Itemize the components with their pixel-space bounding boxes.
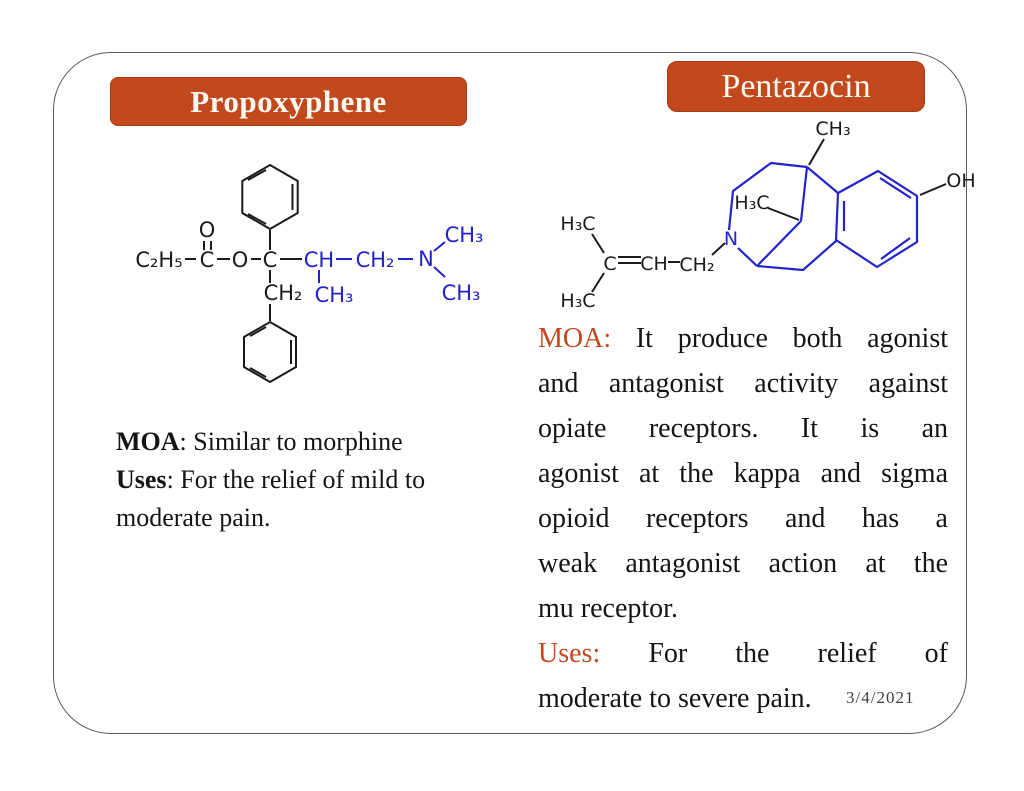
- chain-ch-label: CH: [303, 248, 335, 272]
- propoxyphene-moa-line: MOA: Similar to morphine: [116, 427, 403, 456]
- text-line: opiate receptors. It is an: [538, 413, 948, 444]
- n-methyl-bottom-label: CH₃: [441, 281, 481, 305]
- pentazocin-structure: [540, 112, 980, 312]
- carbonyl-c-label: C: [199, 248, 215, 272]
- propoxyphene-uses-line2: moderate pain.: [116, 503, 271, 532]
- isopentenyl-c-label: C: [603, 253, 617, 275]
- pentazocin-blue-labels: [724, 228, 738, 250]
- text-line: opioid receptors and has a: [538, 503, 948, 534]
- phenyl-ring-top: [242, 165, 297, 229]
- hydroxyl-label: OH: [946, 170, 976, 192]
- benzyl-ch2-label: CH₂: [263, 281, 303, 305]
- bridge-methyl-label: H₃C: [734, 192, 770, 214]
- phenyl-ring-bottom: [244, 322, 296, 382]
- moa-label: MOA:: [538, 323, 612, 354]
- isopentenyl-methyl-bottom-label: H₃C: [560, 290, 596, 312]
- ester-o-label: O: [231, 248, 249, 272]
- uses-label: Uses:: [538, 638, 601, 669]
- text-line: and antagonist activity against: [538, 368, 948, 399]
- isopentenyl-methyl-top-label: H₃C: [560, 213, 596, 235]
- ring-n-label: N: [723, 228, 739, 250]
- pentazocin-blue-bonds: [729, 163, 917, 270]
- propoxyphene-black-bonds: [185, 165, 302, 382]
- pentazocin-moa-line: MOA: It produce both agonist: [538, 323, 948, 354]
- pentazocin-title-box: [667, 61, 925, 112]
- branch-methyl-label: CH₃: [314, 283, 354, 307]
- propoxyphene-title: Propoxyphene: [190, 83, 387, 119]
- uses-label: Uses: [116, 465, 167, 494]
- chain-ch2-label: CH₂: [355, 248, 395, 272]
- text-line: mu receptor.: [538, 593, 678, 624]
- carbonyl-o-label: O: [198, 218, 216, 242]
- quaternary-c-label: C: [262, 248, 278, 272]
- text-line: agonist at the kappa and sigma: [538, 458, 948, 489]
- ethyl-label: C₂H₅: [135, 248, 183, 272]
- isopentenyl-ch-label: CH: [640, 253, 668, 275]
- propoxyphene-blue-labels: [304, 223, 484, 307]
- amine-n-label: N: [418, 247, 434, 271]
- date-stamp: 3/4/2021: [846, 688, 915, 707]
- propoxyphene-black-labels: [135, 218, 302, 305]
- top-methyl-label: CH₃: [815, 118, 851, 140]
- propoxyphene-uses-line: Uses: For the relief of mild to: [116, 465, 426, 494]
- moa-label: MOA: [116, 427, 180, 456]
- text-line: weak antagonist action at the: [538, 548, 948, 579]
- propoxyphene-title-box: [110, 77, 467, 126]
- propoxyphene-description: [116, 423, 486, 537]
- aromatic-ring: [836, 171, 917, 267]
- isopentenyl-ch2-label: CH₂: [679, 254, 715, 276]
- propoxyphene-structure: [115, 150, 490, 395]
- pentazocin-title: Pentazocin: [721, 67, 871, 105]
- pentazocin-description: [538, 316, 948, 721]
- pentazocin-black-labels: [560, 118, 975, 312]
- pentazocin-uses-line: Uses: For the relief of: [538, 638, 949, 669]
- n-methyl-top-label: CH₃: [444, 223, 484, 247]
- pentazocin-uses-line2: moderate to severe pain.: [538, 683, 812, 714]
